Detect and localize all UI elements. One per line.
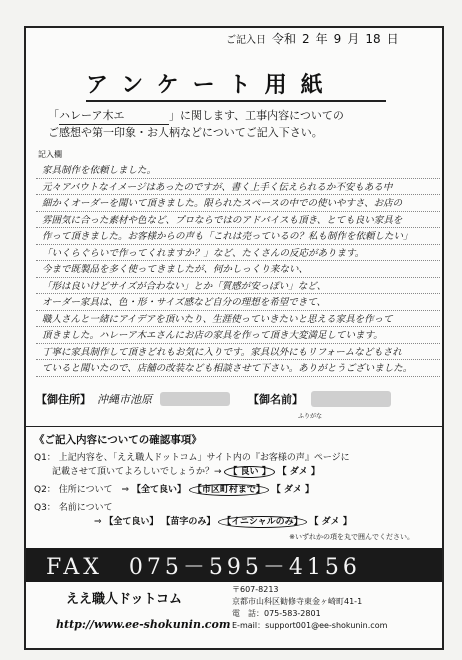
date-row — [226, 30, 399, 47]
arrow-icon: ⇒ — [94, 517, 102, 527]
q3-option-all[interactable]: 【全て良い】 — [104, 517, 159, 527]
blurred-address — [160, 392, 230, 406]
handwritten-line: 「形は良いけどサイズが合わない」とか「質感が安っぽい」など、 — [36, 278, 440, 295]
q2-label: Q2： — [34, 485, 56, 495]
q1-text-2: 記載させて頂いてよろしいでしょうか？→ — [52, 467, 222, 477]
contact-block — [232, 584, 387, 632]
q3-text: 名前について — [58, 503, 113, 513]
intro-line-2: ご感想や第一印象・お人柄などについてご記入下さい。 — [48, 126, 323, 139]
date-month: 9 — [333, 32, 342, 46]
circle-note: ※いずれかの項を丸で囲んでください。 — [289, 533, 414, 541]
q2-row — [34, 483, 434, 497]
questionnaire-sheet — [24, 26, 444, 650]
page-title: アンケート用紙 — [86, 73, 337, 98]
intro-line-1: に関します、工事内容についての — [180, 109, 344, 122]
q2-option-no[interactable]: 【 ダメ 】 — [271, 485, 314, 495]
brand-url[interactable]: http://www.ee-shokunin.com — [56, 618, 231, 631]
title-underline — [86, 100, 386, 102]
entry-label: 記入欄 — [38, 150, 62, 159]
date-year-unit: 年 — [315, 32, 328, 46]
handwritten-line: 「いくらぐらいで作ってくれますか？」など、たくさんの反応があります。 — [36, 245, 440, 262]
intro-bracket-close: 」 — [169, 109, 180, 122]
confirmation-section — [34, 432, 434, 542]
handwritten-line: 丁寧に家具制作して頂きどれもお気に入りです。家具以外にもリフォームなどもされ — [36, 344, 440, 361]
handwritten-line: オーダー家具は、色・形・サイズ感など自分の理想を希望できて、 — [36, 294, 440, 311]
address-value: 沖縄市池原 — [97, 393, 152, 406]
handwritten-line: 職人さんと一緒にアイデアを頂いたり、生涯使っていきたいと思える家具を作って — [36, 311, 440, 328]
telephone: 電 話：075-583-2801 — [232, 609, 321, 618]
q1-option-yes[interactable]: 【 良い 】 — [224, 466, 274, 478]
q1-option-no[interactable]: 【 ダメ 】 — [277, 467, 320, 477]
fax-number: FAX 075－595－4156 — [26, 548, 442, 582]
confirmation-heading: 《ご記入内容についての確認事項》 — [34, 434, 202, 446]
q3-options — [34, 515, 434, 529]
date-day: 18 — [365, 32, 381, 46]
handwritten-line: 雰囲気に合った素材や色など、プロならではのアドバイスも頂き、とても良い家具を — [36, 212, 440, 229]
date-month-unit: 月 — [347, 32, 360, 46]
q2-option-all[interactable]: 【全て良い】 — [131, 485, 186, 495]
zip-code: 〒607-8213 — [232, 585, 279, 594]
handwritten-line: 細かくオーダーを聞いて頂きました。限られたスペースの中での使いやすさ、お店の — [36, 195, 440, 212]
q3-option-surname[interactable]: 【苗字のみ】 — [161, 517, 216, 527]
handwritten-line: 家具制作を依頼しました。 — [36, 162, 440, 179]
address-label: 【御住所】 — [36, 393, 91, 406]
blurred-name — [311, 391, 391, 407]
q1-label: Q1： — [34, 453, 56, 463]
section-divider — [26, 426, 442, 427]
handwritten-line: 頂きました。ハレーア木エさんにお店の家具を作って頂き大変満足しています。 — [36, 327, 440, 344]
date-label: ご記入日 — [226, 35, 266, 46]
q1-row-2 — [34, 465, 434, 479]
q1-row — [34, 451, 434, 465]
name-label: 【御名前】 — [248, 393, 303, 406]
handwritten-comments — [36, 162, 440, 377]
brand-name: ええ職人ドットコム — [66, 592, 182, 607]
company-name: ハレーア木エ — [59, 108, 169, 125]
handwritten-line: 今まで既製品を多く使ってきましたが、何かしっくり来ない、 — [36, 261, 440, 278]
q2-option-city[interactable]: 【市区町村まで】 — [189, 484, 269, 496]
q1-text-1: 上記内容を、「ええ職人ドットコム」サイト内の『お客様の声』ページに — [58, 453, 350, 463]
q2-text: 住所について ⇒ — [58, 485, 130, 495]
email[interactable]: E-mail：support001@ee-shokunin.com — [232, 621, 388, 630]
intro-bracket-open: 「 — [48, 109, 59, 122]
q3-label: Q3： — [34, 503, 56, 513]
address: 京都市山科区勧修寺東金ヶ崎町41-1 — [232, 597, 363, 606]
handwritten-line: ていると聞いたので、店舗の改装なども相談させて下さい。ありがとうございました。 — [36, 360, 440, 377]
handwritten-line: 元々アバウトなイメージはあったのですが、書く上手く伝えられるか不安もある中 — [36, 179, 440, 196]
intro-text — [48, 108, 428, 141]
date-era: 令和 — [272, 32, 297, 46]
date-day-unit: 日 — [386, 32, 399, 46]
q3-row — [34, 501, 434, 515]
date-year: 2 — [302, 32, 310, 46]
furigana-label: ふりがな — [298, 413, 323, 420]
q3-option-initials[interactable]: 【イニシャルのみ】 — [218, 516, 306, 528]
name-address-row — [36, 388, 440, 410]
q3-option-no[interactable]: 【 ダメ 】 — [309, 517, 352, 527]
handwritten-line: 作って頂きました。お客様からの声も「これは売っているの？私も制作を依頼したい」 — [36, 228, 440, 245]
